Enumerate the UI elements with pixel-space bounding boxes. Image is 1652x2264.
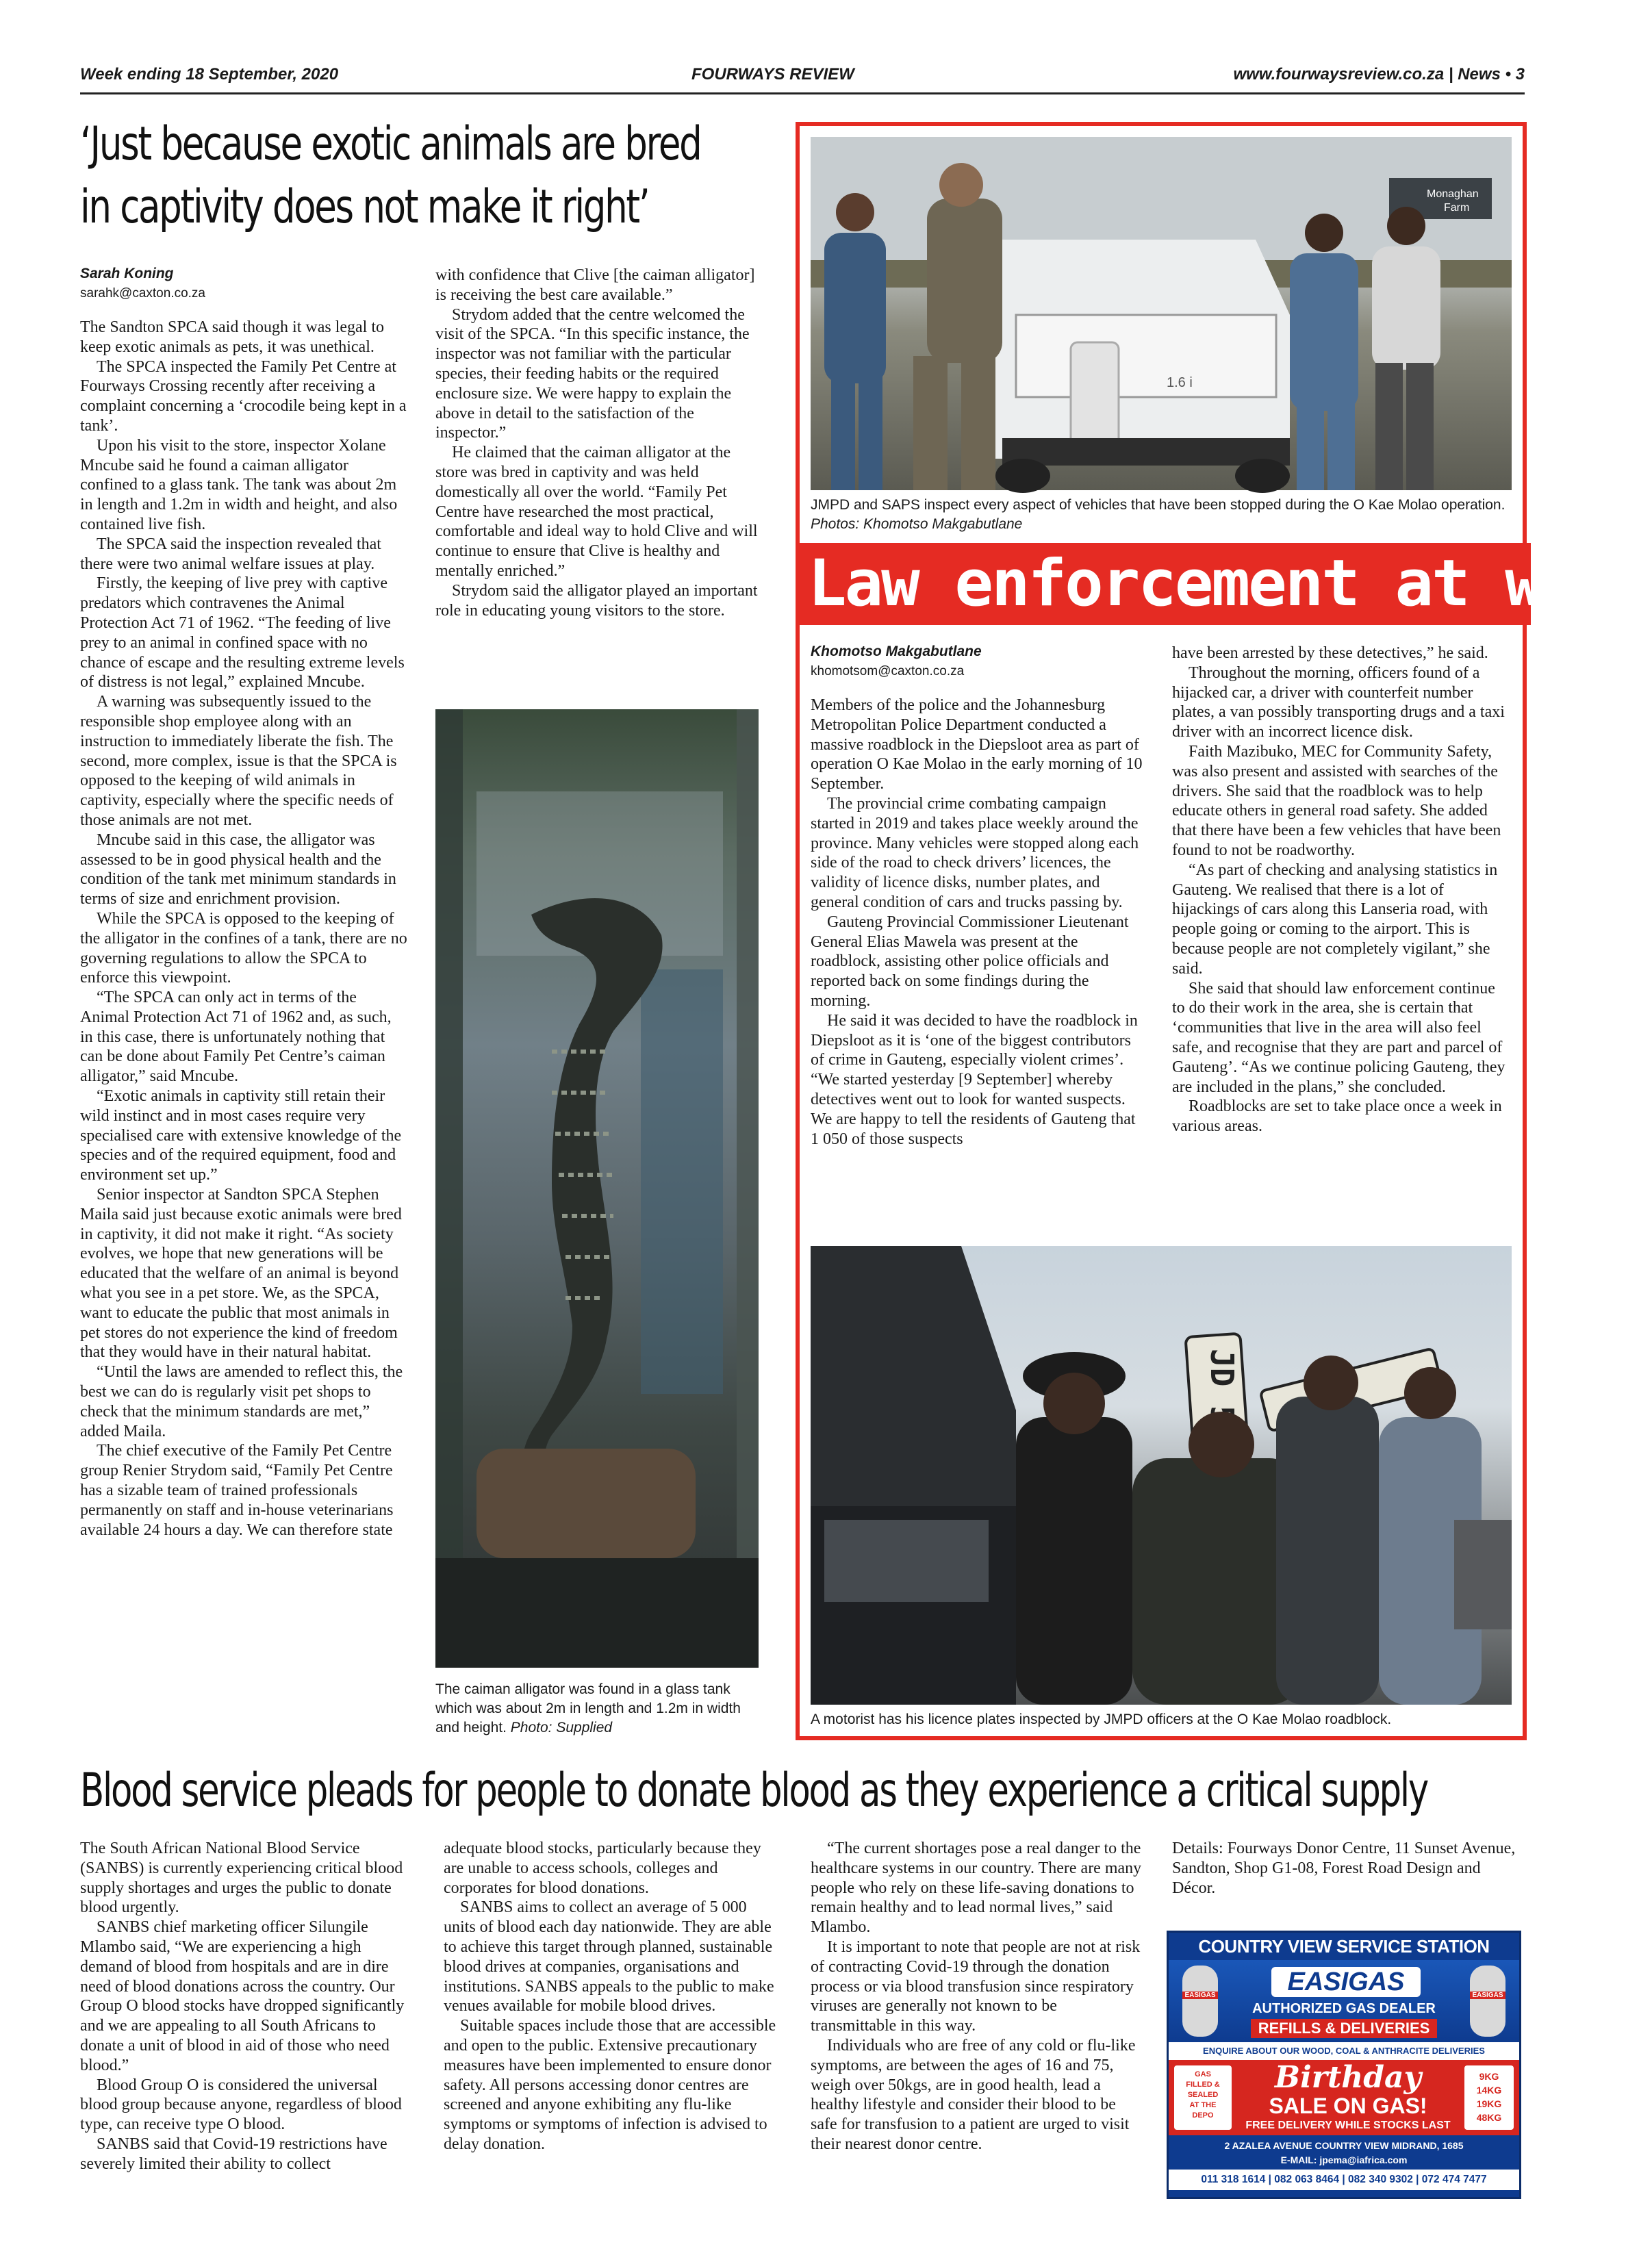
law-byline: Khomotso Makgabutlane xyxy=(811,644,982,659)
exotic-byline: Sarah Koning xyxy=(80,266,174,281)
ad-birthday: Birthday xyxy=(1274,2060,1422,2095)
alligator-caption-text: The caiman alligator was found in a glass tank which was about 2m in length and 1.2m in width and height. xyxy=(435,1681,741,1735)
paragraph: He claimed that the caiman alligator at the store was bred in captivity and was held domestically all over the world. “Family Pet Centre have researched the most practical, comfortable and ideal way to hold Clive and will continue to ensure that Clive is healthy and mentally enriched.” xyxy=(435,444,758,580)
paragraph: SANBS aims to collect an average of 5 000 units of blood each day nationwide. They are able to achieve this target through planned, sustainable blood drives at companies, organisations and institutions. SANBS appeals to the public to make venues available for mobile blood drives. xyxy=(444,1898,774,2015)
plates-illustration xyxy=(811,1246,1512,1705)
paragraph: The South African National Blood Service (SANBS) is currently experiencing critical blood supply shortages and urges the public to donate blood urgently. xyxy=(80,1840,403,1917)
law-col-1 xyxy=(811,644,1146,1149)
paragraph: Strydom said the alligator played an important role in educating young visitors to the store. xyxy=(435,581,758,620)
paragraph: The provincial crime combating campaign started in 2019 and takes place weekly around the province. Many vehicles were stopped along each side of the road to check drivers’ licences, the validity of licence disks, number plates, and general condition of cars and trucks passing by. xyxy=(811,794,1139,911)
exotic-headline xyxy=(80,113,828,239)
roadblock-caption-text: JMPD and SAPS inspect every aspect of vehicles that have been stopped during the O Kae Molao operation. xyxy=(811,497,1505,513)
exotic-email: sarahk@caxton.co.za xyxy=(80,286,205,301)
ad-badge-right xyxy=(1464,2065,1514,2130)
issue-date: Week ending 18 September, 2020 xyxy=(80,65,339,84)
paragraph: Faith Mazibuko, MEC for Community Safety, was also present and assisted with searches of the drivers. She said that the roadblock was to help educate others in general road safety. She added that there have been a few vehicles that have been found to not be roadworthy. xyxy=(1172,742,1501,859)
paragraph: She said that should law enforcement continue to do their work in the area, she is certain that ‘communities that live in the area will also feel safe, and recognise that they are part and parcel of Gauteng’. “As we continue policing Gauteng, they are included in the plans,” she concluded. xyxy=(1172,979,1505,1096)
plates-photo xyxy=(811,1246,1512,1705)
paragraph: The chief executive of the Family Pet Centre group Renier Strydom said, “Family Pet Centre has a sizable team of trained professionals permanently on staff and in-house veterinarians available 24 hours a day. We can therefore state xyxy=(80,1442,394,1539)
paragraph: Individuals who are free of any cold or flu-like symptoms, are between the ages of 16 and 75, weigh over 50kgs, are in good health, lead a healthy lifestyle and consider their blood to be safe for transfusion to a patient are urged to visit their nearest donor centre. xyxy=(811,2036,1136,2153)
paragraph: The SPCA said the inspection revealed that there were two animal welfare issues at play. xyxy=(80,535,381,573)
paragraph: Roadblocks are set to take place once a week in various areas. xyxy=(1172,1097,1502,1136)
paragraph: “Until the laws are amended to reflect this, the best we can do is regularly visit pet shops to check that the minimum standards are met,” added Maila. xyxy=(80,1363,403,1440)
paragraph: Suitable spaces include those that are accessible and open to the public. Extensive precautionary measures have been implemented to ensure donor safety. All persons accessing donor centres are screened and anyone exhibiting any flu-like symptoms or symptoms of infection is advised to delay donation. xyxy=(444,2017,776,2153)
paragraph: Upon his visit to the store, inspector Xolane Mncube said he found a caiman alligator confined to a glass tank. The tank was about 2m in length and 1.2m in width and height, and also contained live fish. xyxy=(80,436,398,533)
exotic-headline-line-2: in captivity does not make it right’ xyxy=(80,180,649,234)
law-col-1-body xyxy=(811,696,1146,1149)
paragraph: with confidence that Clive [the caiman alligator] is receiving the best care available.” xyxy=(435,266,755,304)
cylinder-label-left: EASIGAS xyxy=(1182,1992,1218,1999)
paragraph: The Sandton SPCA said though it was legal to keep exotic animals as pets, it was unethical. xyxy=(80,318,384,356)
alligator-caption xyxy=(435,1680,759,1738)
paragraph: Blood Group O is considered the universal blood group because anyone, regardless of blood type, can receive type O blood. xyxy=(80,2076,402,2134)
badge-line: 19KG xyxy=(1476,2098,1502,2109)
paragraph: “The SPCA can only act in terms of the Animal Protection Act 71 of 1962 and, as such, in this case, there is unfortunately nothing that can be done about Family Pet Centre’s caiman alligator,” said Mncube. xyxy=(80,989,392,1086)
ad-dealer: AUTHORIZED GAS DEALER xyxy=(1252,2001,1436,2016)
ad-free-delivery: FREE DELIVERY WHILE STOCKS LAST xyxy=(1245,2120,1451,2131)
paragraph: He said it was decided to have the roadblock in Diepsloot as it is ‘one of the biggest contributors of crime in Gauteng, especially violent crimes’. “We started yesterday [9 September] whereby detectives went out to look for wanted suspects. We are happy to tell the residents of Gauteng that 1 050 of those suspects xyxy=(811,1011,1138,1148)
blood-col-2 xyxy=(444,1839,779,2154)
cylinder-label-right: EASIGAS xyxy=(1470,1992,1505,1999)
paragraph: Gauteng Provincial Commissioner Lieutenant General Elias Mawela was present at the roadblock, assisting other police officials and reported back on some findings during the morning. xyxy=(811,913,1129,1010)
ad-phones: 011 318 1614 | 082 063 8464 | 082 340 9302 | 072 474 7477 xyxy=(1169,2170,1519,2190)
country-view-ad xyxy=(1167,1931,1521,2199)
paragraph: SANBS said that Covid-19 restrictions have severely limited their ability to collect xyxy=(80,2135,387,2173)
law-col-2 xyxy=(1172,644,1512,1136)
ad-sale-panel xyxy=(1169,2060,1519,2135)
roadblock-illustration xyxy=(811,137,1512,490)
law-col-2-body xyxy=(1172,644,1512,1136)
roadblock-photo xyxy=(811,137,1512,490)
publication-name: FOURWAYS REVIEW xyxy=(691,65,854,84)
blood-col-1 xyxy=(80,1839,416,2174)
paragraph: A warning was subsequently issued to the responsible shop employee along with an instruction to immediately liberate the fish. The second, more complex, issue is that the SPCA is opposed to the keeping of wild animals in captivity, especially where the specific needs of those animals are not met. xyxy=(80,693,397,829)
paragraph: Details: Fourways Donor Centre, 11 Sunset Avenue, Sandton, Shop G1-08, Forest Road Design and Décor. xyxy=(1172,1840,1516,1897)
plates-caption: A motorist has his licence plates inspected by JMPD officers at the O Kae Molao roadblock. xyxy=(811,1712,1392,1727)
blood-headline: Blood service pleads for people to donate blood as they experience a critical supply xyxy=(80,1764,1427,1818)
header-rule xyxy=(80,92,1525,94)
ad-title: COUNTRY VIEW SERVICE STATION xyxy=(1198,1936,1490,1957)
alligator-illustration xyxy=(435,709,759,1668)
paragraph: “Exotic animals in captivity still retain their wild instinct and in most cases require very specialised care with extensive knowledge of the species and of the required equipment, food and environment set up.” xyxy=(80,1087,402,1184)
ad-address: 2 AZALEA AVENUE COUNTRY VIEW MIDRAND, 1685 xyxy=(1224,2140,1464,2151)
paragraph: Senior inspector at Sandton SPCA Stephen Maila said just because exotic animals were bred in captivity, it did not make it right. “As society evolves, we hope that new generations will be educated that the welfare of an animal is beyond what you see in a pet store. We, as the SPCA, want to educate the public that most animals in pet stores do not experience the kind of freedom that they would have in their natural habitat. xyxy=(80,1186,402,1362)
ad-enquire: ENQUIRE ABOUT OUR WOOD, COAL & ANTHRACITE DELIVERIES xyxy=(1169,2042,1519,2060)
badge-line: 48KG xyxy=(1476,2112,1502,2123)
badge-line: 9KG xyxy=(1479,2071,1499,2082)
easigas-logo: EASIGAS xyxy=(1271,1967,1421,1997)
ad-badge-left xyxy=(1174,2065,1232,2130)
paragraph: While the SPCA is opposed to the keeping of the alligator in the confines of a tank, there are no governing regulations to allow the SPCA to enforce this viewpoint. xyxy=(80,909,407,987)
paragraph: Mncube said in this case, the alligator was assessed to be in good physical health and the condition of the tank met minimum standards in terms of size and enrichment provision. xyxy=(80,830,396,908)
paragraph: “As part of checking and analysing statistics in Gauteng. We realised that there is a lot of hijackings of cars along this Lanseria road, with people going or coming to the airport. This is because people are not completely vigilant,” she said. xyxy=(1172,861,1498,978)
badge-line: AT THE xyxy=(1189,2101,1217,2109)
paragraph: Firstly, the keeping of live prey with captive predators which contravenes the Animal Protection Act 71 of 1962. “The feeding of live prey to an animal in confined space with no chance of escape and the resulting extreme levels of distress is not legal,” explained Mncube. xyxy=(80,574,405,691)
badge-line: DEPO xyxy=(1192,2111,1214,2120)
paragraph: have been arrested by these detectives,” he said. xyxy=(1172,644,1488,662)
paragraph: adequate blood stocks, particularly because they are unable to access schools, colleges and corporates for blood donations. xyxy=(444,1840,761,1897)
ad-refills: REFILLS & DELIVERIES xyxy=(1251,2019,1437,2038)
exotic-col-2-body xyxy=(435,266,759,620)
exotic-col-1-body xyxy=(80,318,407,1540)
ad-brand-panel xyxy=(1169,1960,1519,2042)
page-section: www.fourwaysreview.co.za | News • 3 xyxy=(1233,65,1525,84)
paragraph: SANBS chief marketing officer Silungile Mlambo said, “We are experiencing a high demand of blood from hospitals and are in dire need of blood donations across the country. Our Group O blood stocks have dropped significantly and we are appealing to all South Africans to donate a unit of blood in aid of those who need blood.” xyxy=(80,1918,405,2074)
blood-col-4 xyxy=(1172,1839,1521,1898)
blood-col-3 xyxy=(811,1839,1146,2154)
paragraph: “The current shortages pose a real danger to the healthcare systems in our country. There are many people who rely on these life-saving donations to remain healthy and to lead normal lives,” said Mlambo. xyxy=(811,1840,1142,1937)
roadblock-caption-credit: Photos: Khomotso Makgabutlane xyxy=(811,516,1023,532)
ute-badge: 1.6 i xyxy=(1167,375,1193,390)
alligator-caption-credit: Photo: Supplied xyxy=(510,1720,613,1735)
svg-text:Farm: Farm xyxy=(1444,202,1470,214)
paragraph: Members of the police and the Johannesburg Metropolitan Police Department conducted a massive roadblock in the Diepsloot area as part of operation O Kae Molao in the early morning of 10 September. xyxy=(811,696,1143,793)
roadblock-caption xyxy=(811,496,1512,534)
paragraph: It is important to note that people are not at risk of contracting Covid-19 through the donation process or via blood transfusion since respiratory viruses are generally not known to be transmittable in this way. xyxy=(811,1937,1141,2035)
badge-line: 14KG xyxy=(1476,2085,1502,2096)
badge-line: SEALED xyxy=(1187,2091,1219,2099)
paragraph: Strydom added that the centre welcomed the visit of the SPCA. “In this specific instance, the inspector was not familiar with the particular species, their feeding habits or the required enclosure size. We were happy to explain the above in detail to the satisfaction of the inspector.” xyxy=(435,305,750,442)
alligator-photo xyxy=(435,709,759,1668)
badge-line: GAS xyxy=(1195,2070,1211,2078)
law-email: khomotsom@caxton.co.za xyxy=(811,664,965,678)
ad-sale: SALE ON GAS! xyxy=(1269,2094,1427,2118)
ad-email: E-MAIL: jpema@iafrica.com xyxy=(1280,2154,1408,2165)
exotic-col-1 xyxy=(80,266,407,1540)
badge-line: FILLED & xyxy=(1186,2081,1220,2089)
exotic-headline-line-1: ‘Just because exotic animals are bred xyxy=(80,117,701,171)
road-sign-text: Monaghan xyxy=(1427,188,1479,200)
paragraph: Throughout the morning, officers found of a hijacked car, a driver with counterfeit number plates, a van possibly transporting drugs and a taxi driver with an incorrect licence disk. xyxy=(1172,663,1505,741)
law-headline: Law enforcement at work xyxy=(800,543,1531,625)
exotic-col-2 xyxy=(435,266,759,620)
paragraph: The SPCA inspected the Family Pet Centre at Fourways Crossing recently after receiving a complaint concerning a ‘crocodile being kept in a tank’. xyxy=(80,357,407,435)
